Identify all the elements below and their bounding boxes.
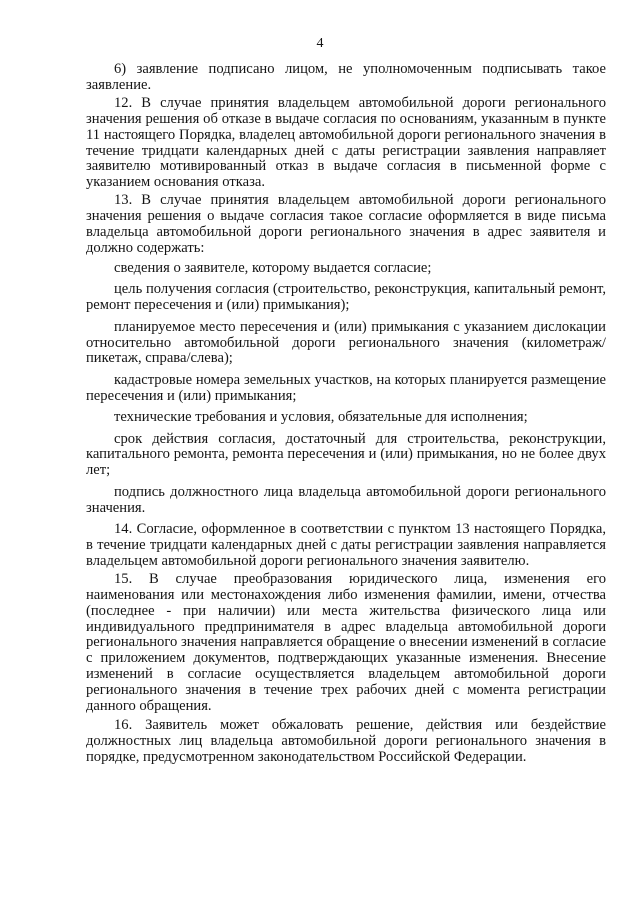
list-item-technical-requirements: технические требования и условия, обязательные для исполнения; xyxy=(114,409,528,426)
document-body xyxy=(86,62,606,768)
list-item-signature: подпись должностного лица владельца автомобильной дороги регионального значения. xyxy=(86,483,606,516)
paragraph-15: 15. В случае преобразования юридического лица, изменения его наименования или местонахождения либо изменения фамилии, имени, отчества (последнее - при наличии) или места жительства физического лица или индивидуального предпринимателя в адрес владельца автомобильной дороги регионального значения направляется обращение о внесении изменений в согласие с приложением документов, подтверждающих указанные изменения. Внесение изменений в согласие осуществляется владельцем автомобильной дороги регионального значения в течение трех рабочих дней с момента регистрации данного обращения. xyxy=(86,570,606,715)
list-item-location: планируемое место пересечения и (или) примыкания с указанием дислокации относительно автомобильной дороги регионального значения (километраж/пикетаж, справа/слева); xyxy=(86,318,606,367)
list-item-cadastral-numbers: кадастровые номера земельных участков, на которых планируется размещение пересечения и (или) примыкания; xyxy=(86,371,606,404)
paragraph-14: 14. Согласие, оформленное в соответствии с пунктом 13 настоящего Порядка, в течение тридцати календарных дней с даты регистрации заявления направляется владельцем автомобильной дороги регионального значения заявителю. xyxy=(86,521,606,569)
page-number: 4 xyxy=(316,36,324,51)
list-item-applicant-info: сведения о заявителе, которому выдается согласие; xyxy=(114,259,432,276)
paragraph-16: 16. Заявитель может обжаловать решение, действия или бездействие должностных лиц владельца автомобильной дороги регионального значения в порядке, предусмотренном законодательством Российской Федерации. xyxy=(86,716,606,765)
list-item-validity-period: срок действия согласия, достаточный для строительства, реконструкции, капитального ремонта, ремонта пересечения и (или) примыкания, но не более двух лет; xyxy=(86,430,606,479)
list-item-purpose: цель получения согласия (строительство, реконструкция, капитальный ремонт, ремонт пересечения и (или) примыкания); xyxy=(86,281,606,314)
paragraph-12: 12. В случае принятия владельцем автомобильной дороги регионального значения решения об отказе в выдаче согласия по основаниям, указанным в пункте 11 настоящего Порядка, владелец автомобильной дороги регионального значения в течение тридцати календарных дней с даты регистрации заявления направляет заявителю мотивированный отказ в выдаче согласия в письменной форме с указанием основания отказа. xyxy=(86,94,606,191)
paragraph-13: 13. В случае принятия владельцем автомобильной дороги регионального значения решения о выдаче согласия такое согласие оформляется в виде письма владельца автомобильной дороги регионального значения в адрес заявителя и должно содержать: xyxy=(86,192,606,256)
paragraph-item-6: 6) заявление подписано лицом, не уполномоченным подписывать такое заявление. xyxy=(86,61,606,93)
